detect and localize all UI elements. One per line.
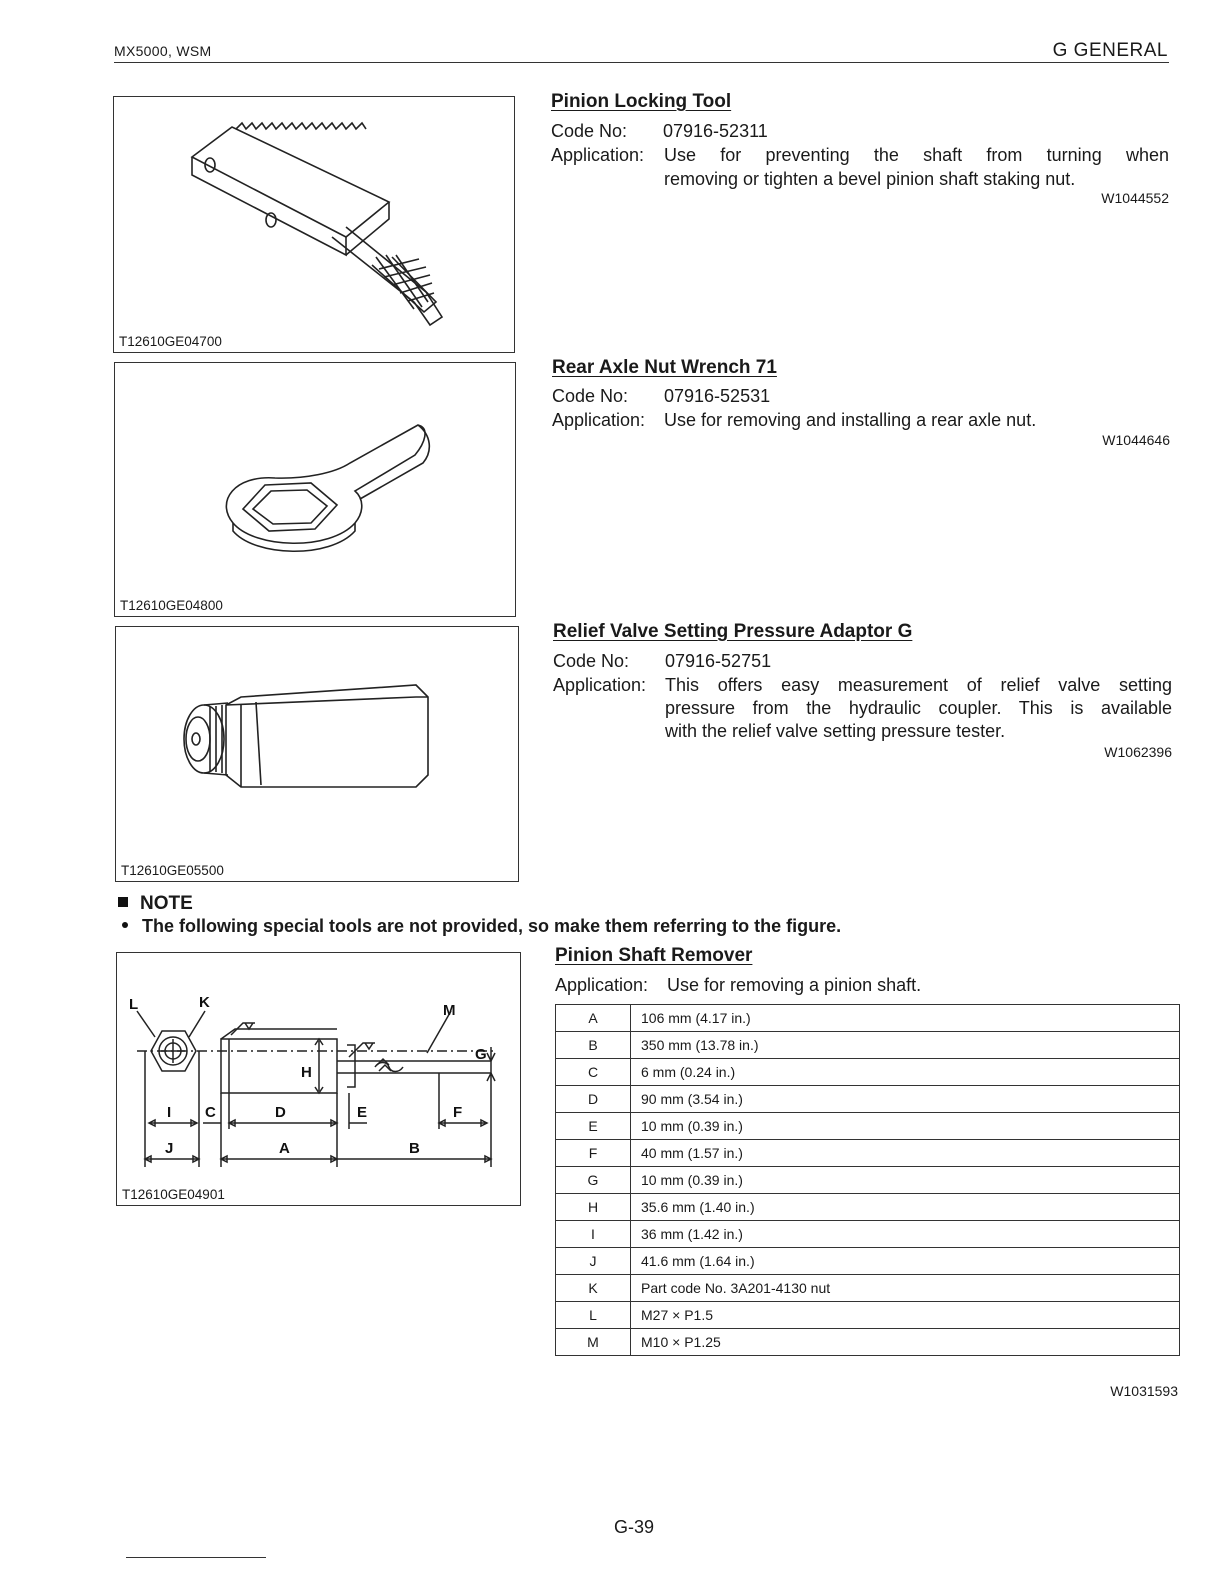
label-M: M [443, 1002, 456, 1019]
dim-key: I [556, 1221, 631, 1248]
dimensions-table [555, 1004, 1180, 1356]
bullet-icon [122, 922, 128, 928]
dim-key: C [556, 1059, 631, 1086]
application-text: This offers easy measurement of relief valve setting [665, 675, 1172, 695]
header-rule [114, 62, 1169, 63]
table-row [556, 1086, 1180, 1113]
note-head-text: NOTE [140, 893, 193, 914]
label-F: F [453, 1104, 463, 1121]
table-row [556, 1005, 1180, 1032]
table-row [556, 1113, 1180, 1140]
label-D: D [275, 1104, 286, 1121]
application-text: Use for preventing the shaft from turning when [664, 145, 1169, 165]
figure-relief-valve-adaptor [115, 626, 519, 882]
dim-value: 41.6 mm (1.64 in.) [631, 1248, 1180, 1275]
table-row [556, 1167, 1180, 1194]
figure-rear-axle-nut-wrench [114, 362, 516, 617]
dim-key: M [556, 1329, 631, 1356]
figure-pinion-locking-tool [113, 96, 515, 353]
table-row [556, 1059, 1180, 1086]
dim-key: F [556, 1140, 631, 1167]
table-row [556, 1248, 1180, 1275]
label-B: B [409, 1140, 420, 1157]
label-G: G [475, 1046, 487, 1063]
dim-value: 36 mm (1.42 in.) [631, 1221, 1180, 1248]
table-row [556, 1194, 1180, 1221]
application-label: Application: [553, 675, 647, 695]
dim-key: E [556, 1113, 631, 1140]
figure-code: T12610GE04800 [120, 598, 223, 613]
dim-key: K [556, 1275, 631, 1302]
note-text [118, 916, 841, 937]
title-relief-valve-adaptor: Relief Valve Setting Pressure Adaptor G [553, 621, 913, 642]
table-row [556, 1032, 1180, 1059]
adaptor-illustration [116, 627, 518, 881]
table-row [556, 1302, 1180, 1329]
title-rear-axle-nut-wrench: Rear Axle Nut Wrench 71 [552, 357, 777, 378]
application-row [555, 973, 921, 997]
dim-key: A [556, 1005, 631, 1032]
pinion-locking-tool-illustration [114, 97, 514, 352]
header-section: G GENERAL [1052, 40, 1168, 61]
label-C: C [205, 1104, 216, 1121]
remover-dimension-drawing [117, 953, 520, 1205]
dim-key: G [556, 1167, 631, 1194]
code-label: Code No: [553, 651, 630, 671]
header-manual-id: MX5000, WSM [114, 43, 212, 59]
work-id: W1062396 [1104, 744, 1172, 760]
dim-key: L [556, 1302, 631, 1329]
table-row [556, 1140, 1180, 1167]
dim-value: Part code No. 3A201-4130 nut [631, 1275, 1180, 1302]
dim-value: 35.6 mm (1.40 in.) [631, 1194, 1180, 1221]
dim-value: 350 mm (13.78 in.) [631, 1032, 1180, 1059]
dim-value: M27 × P1.5 [631, 1302, 1180, 1329]
dim-value: M10 × P1.25 [631, 1329, 1180, 1356]
application-label: Application: [555, 975, 649, 995]
dim-value: 10 mm (0.39 in.) [631, 1167, 1180, 1194]
code-row [552, 384, 770, 408]
dim-key: D [556, 1086, 631, 1113]
application-label: Application: [552, 410, 646, 430]
label-E: E [357, 1104, 368, 1121]
note-square-icon [118, 897, 128, 907]
dim-key: H [556, 1194, 631, 1221]
note-body: The following special tools are not provided, so make them referring to the figure. [142, 916, 842, 936]
label-H: H [301, 1064, 312, 1081]
label-A: A [279, 1140, 290, 1157]
figure-pinion-shaft-remover [116, 952, 521, 1206]
title-pinion-locking-tool: Pinion Locking Tool [551, 91, 732, 112]
table-row [556, 1329, 1180, 1356]
application-text-2: removing or tighten a bevel pinion shaft staking nut. [664, 169, 1076, 189]
dim-value: 10 mm (0.39 in.) [631, 1113, 1180, 1140]
label-K: K [199, 994, 210, 1011]
dim-value: 90 mm (3.54 in.) [631, 1086, 1180, 1113]
dim-value: 106 mm (4.17 in.) [631, 1005, 1180, 1032]
application-text: Use for removing and installing a rear axle nut. [664, 410, 1037, 430]
figure-code: T12610GE04700 [119, 334, 222, 349]
dim-key: J [556, 1248, 631, 1275]
page-number: G-39 [614, 1517, 655, 1537]
dim-value: 6 mm (0.24 in.) [631, 1059, 1180, 1086]
application-text-3: with the relief valve setting pressure tester. [665, 721, 1006, 741]
label-I: I [167, 1104, 172, 1121]
code-value: 07916-52531 [664, 386, 771, 406]
code-value: 07916-52311 [663, 121, 768, 141]
work-id: W1031593 [1110, 1383, 1178, 1399]
label-J: J [165, 1140, 174, 1157]
code-label: Code No: [551, 121, 628, 141]
dim-key: B [556, 1032, 631, 1059]
table-row [556, 1275, 1180, 1302]
footer-rule [126, 1557, 266, 1558]
code-value: 07916-52751 [665, 651, 772, 671]
table-row [556, 1221, 1180, 1248]
note-heading [118, 893, 193, 915]
code-row [551, 119, 768, 143]
application-text-2: pressure from the hydraulic coupler. This is available [665, 698, 1172, 718]
label-L: L [129, 996, 139, 1013]
code-label: Code No: [552, 386, 629, 406]
figure-code: T12610GE04901 [122, 1187, 225, 1202]
work-id: W1044552 [1101, 190, 1169, 206]
title-pinion-shaft-remover: Pinion Shaft Remover [555, 945, 753, 966]
code-row [553, 649, 771, 673]
work-id: W1044646 [1102, 432, 1170, 448]
application-label: Application: [551, 145, 645, 165]
figure-code: T12610GE05500 [121, 863, 224, 878]
dim-value: 40 mm (1.57 in.) [631, 1140, 1180, 1167]
wrench-illustration [115, 363, 515, 616]
application-text: Use for removing a pinion shaft. [667, 975, 922, 995]
